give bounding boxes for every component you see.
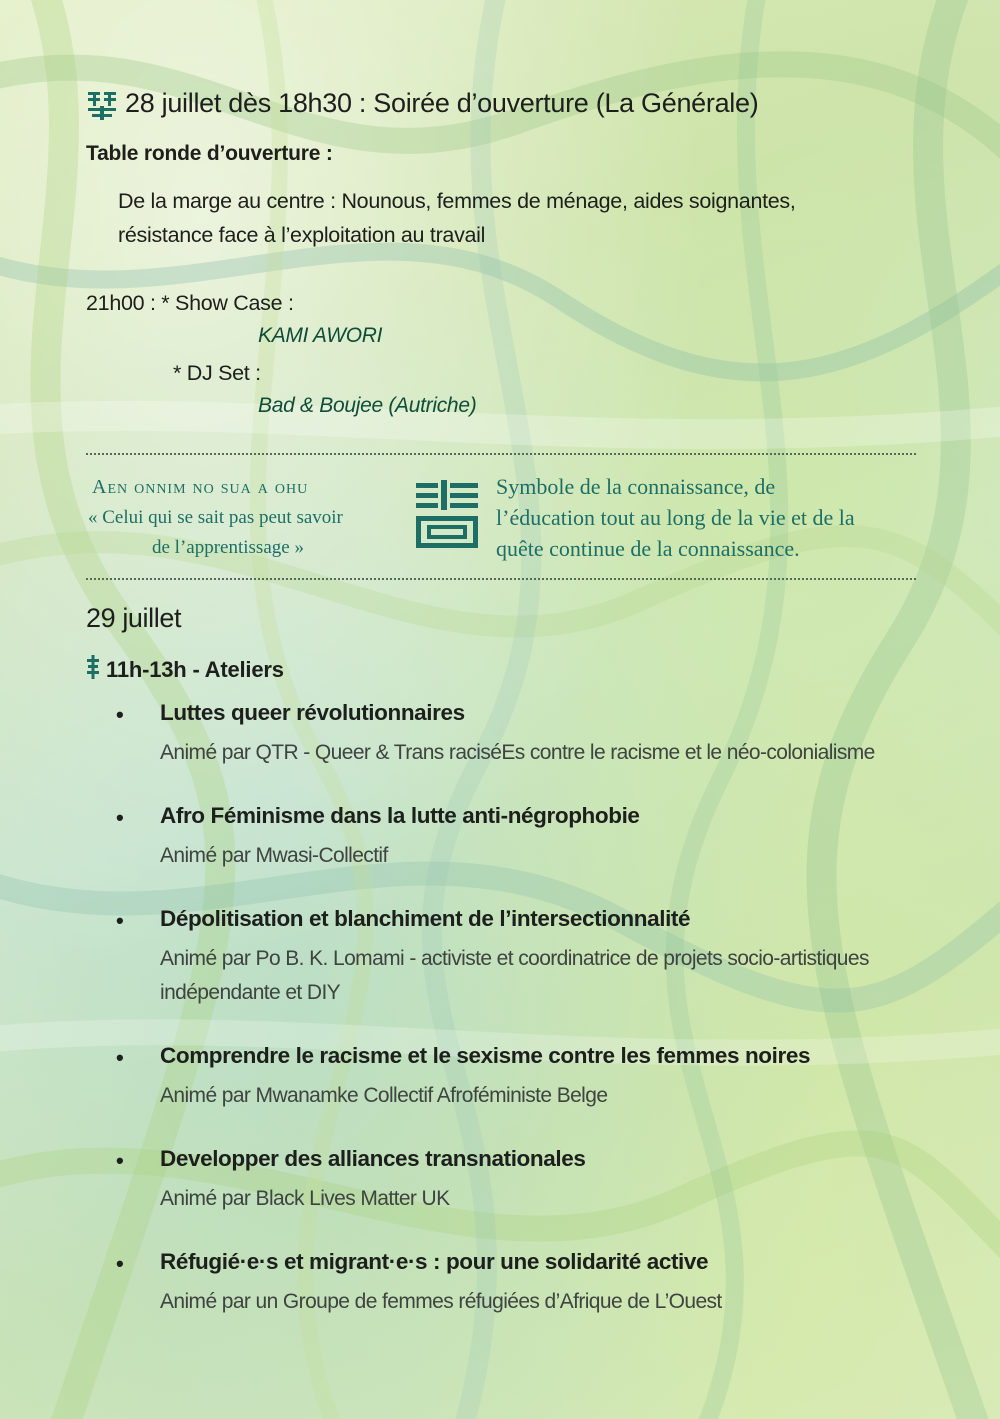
- symbol-quote-line1: « Celui qui se sait pas peut savoir: [88, 507, 343, 528]
- divider-top: [86, 453, 916, 455]
- workshop-host-line1: Animé par un Groupe de femmes réfugiées d’Afrique de L’Ouest: [160, 1290, 722, 1313]
- workshop-title: Dépolitisation et blanchiment de l’intersectionnalité: [160, 906, 691, 931]
- workshop-title: Developper des alliances transnationales: [160, 1146, 586, 1171]
- workshop-host-line2: indépendante et DIY: [160, 981, 341, 1004]
- day2-session: 11h-13h - Ateliers: [106, 657, 284, 682]
- list-item: [86, 1146, 926, 1249]
- workshop-title: Réfugié·e·s et migrant·e·s : pour une solidarité active: [160, 1249, 709, 1274]
- bullet: •: [116, 805, 124, 830]
- adinkra-small-icon: [86, 655, 100, 679]
- workshop-host-line1: Animé par Mwasi-Collectif: [160, 844, 388, 867]
- adinkra-title-icon: [86, 90, 118, 122]
- show-case-label: 21h00 : * Show Case :: [86, 291, 294, 315]
- symbol-meaning-line2: l’éducation tout au long de la vie et de la: [496, 505, 855, 530]
- workshop-host: [160, 1182, 920, 1216]
- round-table-label: Table ronde d’ouverture :: [86, 142, 333, 165]
- day2-date: 29 juillet: [86, 603, 182, 633]
- divider-bottom: [86, 578, 916, 580]
- workshop-title: Comprendre le racisme et le sexisme contre les femmes noires: [160, 1043, 811, 1068]
- adinkra-knowledge-icon: [414, 480, 480, 550]
- bullet: •: [116, 1251, 124, 1276]
- workshop-host: [160, 736, 920, 770]
- workshop-host: [160, 1285, 920, 1319]
- workshop-host-line1: Animé par QTR - Queer & Trans raciséEs contre le racisme et le néo-colonialisme: [160, 741, 875, 764]
- workshop-host: [160, 1079, 920, 1113]
- workshop-host-line1: Animé par Black Lives Matter UK: [160, 1187, 450, 1210]
- show-case-artist: KAMI AWORI: [258, 324, 383, 347]
- workshop-host-line1: Animé par Po B. K. Lomami - activiste et coordinatrice de projets socio-artistiques: [160, 947, 869, 970]
- workshop-title: Afro Féminisme dans la lutte anti-négrophobie: [160, 803, 640, 828]
- bullet: •: [116, 908, 124, 933]
- dj-set-artist: Bad & Boujee (Autriche): [258, 394, 477, 417]
- list-item: [86, 1249, 926, 1352]
- dj-set-label: * DJ Set :: [173, 361, 261, 385]
- list-item: [86, 1043, 926, 1146]
- round-table-line1: De la marge au centre : Nounous, femmes de ménage, aides soignantes,: [118, 189, 796, 213]
- list-item: [86, 906, 926, 1043]
- bullet: •: [116, 702, 124, 727]
- opening-heading: 28 juillet dès 18h30 : Soirée d’ouverture (La Générale): [125, 88, 759, 118]
- workshop-host-line1: Animé par Mwanamke Collectif Afroféministe Belge: [160, 1084, 608, 1107]
- symbol-quote-line2: de l’apprentissage »: [152, 537, 304, 558]
- workshop-host: [160, 942, 920, 1010]
- list-item: [86, 803, 926, 906]
- symbol-meaning-line3: quête continue de la connaissance.: [496, 536, 800, 561]
- symbol-meaning-line1: Symbole de la connaissance, de: [496, 474, 776, 499]
- symbol-name: Aen onnim no sua a ohu: [92, 476, 309, 498]
- bullet: •: [116, 1045, 124, 1070]
- workshop-list: [86, 700, 926, 1352]
- workshop-title: Luttes queer révolutionnaires: [160, 700, 465, 725]
- workshop-host: [160, 839, 920, 873]
- round-table-line2: résistance face à l’exploitation au travail: [118, 223, 486, 247]
- bullet: •: [116, 1148, 124, 1173]
- list-item: [86, 700, 926, 803]
